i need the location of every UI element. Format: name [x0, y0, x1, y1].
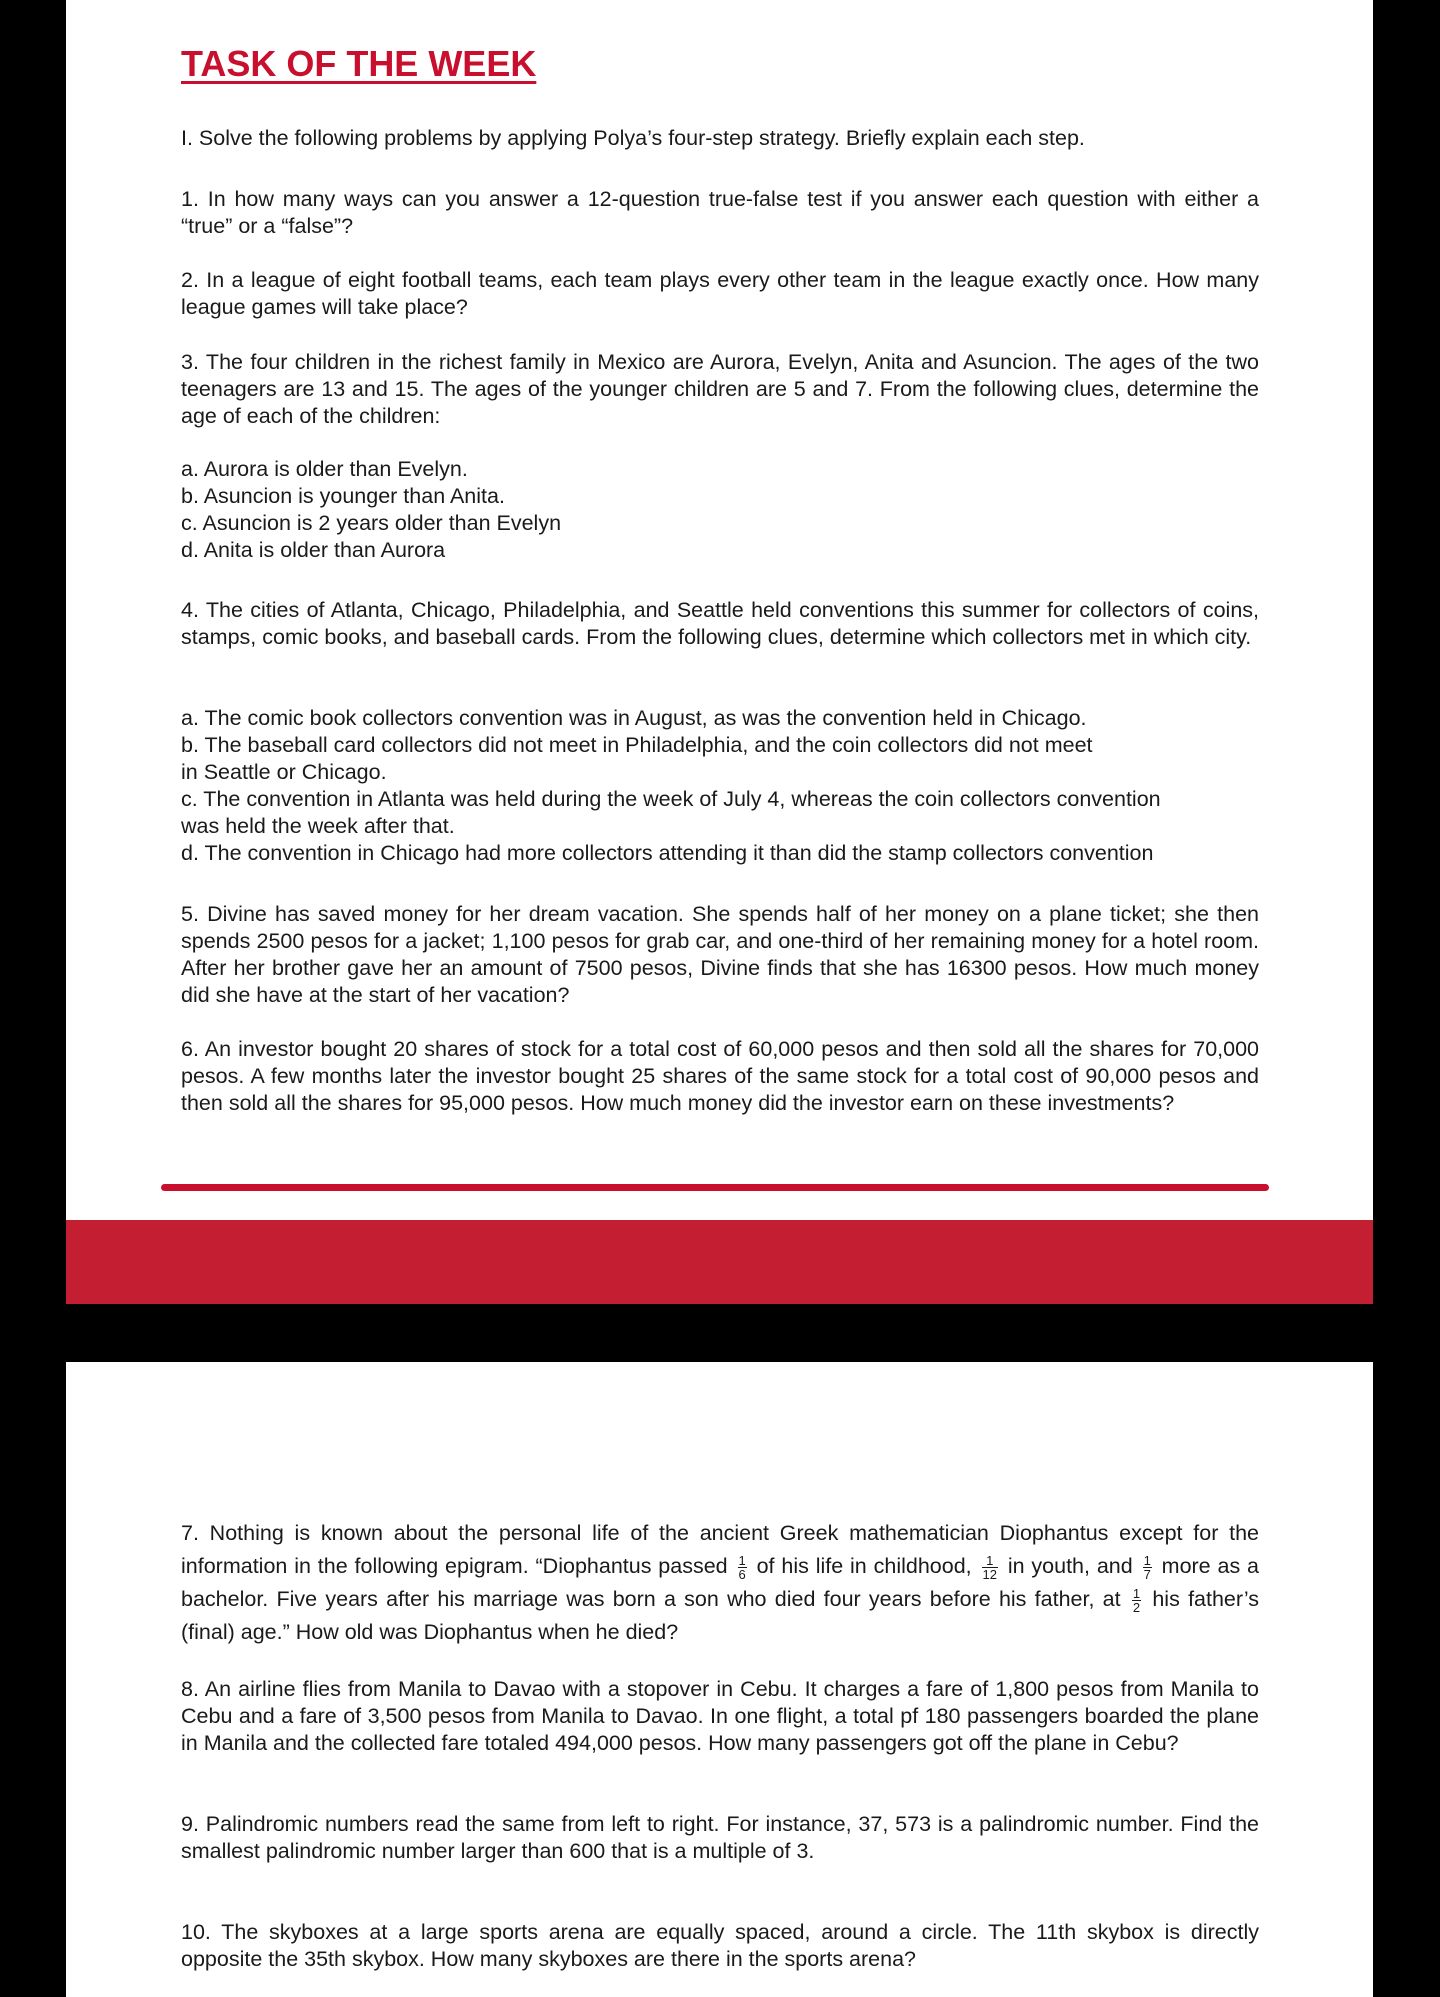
problem-6-text: 6. An investor bought 20 shares of stock for a total cost of 60,000 pesos and then sold all the shares for 70,000 pesos. A few months later the investor bought 25 shares of the same stock for a total cost of 90,000 pesos and then sold all the shares for 95,000 pesos. How much money did the investor earn on these investments? — [181, 1037, 1259, 1115]
clue-item: was held the week after that. — [181, 814, 455, 838]
page-title: TASK OF THE WEEK — [181, 43, 537, 84]
problem-5-text: 5. Divine has saved money for her dream vacation. She spends half of her money on a plane ticket; she then spends 2500 pesos for a jacket; 1,100 pesos for grab car, and one-third of her remaining money for a hotel room. After her brother gave her an amount of 7500 pesos, Divine finds that she has 16300 pesos. How much money did she have at the start of her vacation? — [181, 902, 1259, 1007]
red-footer-band — [66, 1220, 1373, 1304]
problem-1 — [181, 186, 1259, 240]
problem-4 — [181, 597, 1259, 651]
instruction-block — [181, 125, 1259, 152]
clue-item: b. The baseball card collectors did not meet in Philadelphia, and the coin collectors did not meet — [181, 733, 1093, 757]
problem-7-part: his father’s (final) age.” How old was Diophantus when he died? — [181, 1587, 1259, 1644]
instruction-text: I. Solve the following problems by applying Polya’s four-step strategy. Briefly explain each step. — [181, 126, 1085, 150]
problem-7-part: more as a bachelor. Five years after his marriage was born a son who died four years before his father, at — [181, 1554, 1260, 1611]
problem-4-clues — [181, 705, 1259, 867]
clue-item: a. Aurora is older than Evelyn. — [181, 457, 468, 481]
fraction-numerator: 1 — [982, 1554, 998, 1568]
problem-7-part: 7. Nothing is known about the personal life of the ancient Greek mathematician Diophantus except for the information in the following epigram. “Diophantus passed — [181, 1521, 1259, 1578]
clue-item: a. The comic book collectors convention was in August, as was the convention held in Chicago. — [181, 706, 1087, 730]
fraction-numerator: 1 — [1143, 1552, 1151, 1568]
problem-8 — [181, 1676, 1259, 1757]
red-divider — [161, 1184, 1269, 1191]
problem-10 — [181, 1919, 1259, 1973]
problem-7-part: in youth, and — [1007, 1554, 1133, 1578]
fraction-denominator: 12 — [982, 1566, 997, 1582]
problem-5 — [181, 901, 1259, 1009]
problem-7-part: of his life in childhood, — [756, 1554, 972, 1578]
problem-3 — [181, 349, 1259, 430]
clue-item: d. The convention in Chicago had more collectors attending it than did the stamp collectors convention — [181, 841, 1154, 865]
fraction-one-sixth — [738, 1554, 747, 1581]
problem-6 — [181, 1036, 1259, 1117]
clue-item: b. Asuncion is younger than Anita. — [181, 484, 505, 508]
clue-item: in Seattle or Chicago. — [181, 760, 387, 784]
problem-9-text: 9. Palindromic numbers read the same from left to right. For instance, 37, 573 is a palindromic number. Find the smallest palindromic number larger than 600 that is a multiple of 3. — [181, 1812, 1259, 1863]
problem-1-text: 1. In how many ways can you answer a 12-question true-false test if you answer each question with either a “true” or a “false”? — [181, 187, 1259, 238]
problem-4-text: 4. The cities of Atlanta, Chicago, Philadelphia, and Seattle held conventions this summer for collectors of coins, stamps, comic books, and baseball cards. From the following clues, determine which collectors met in which city. — [181, 598, 1259, 649]
fraction-denominator: 6 — [738, 1566, 746, 1582]
clue-item: c. Asuncion is 2 years older than Evelyn — [181, 511, 562, 535]
problem-2 — [181, 267, 1259, 321]
problem-9 — [181, 1811, 1259, 1865]
problem-7 — [181, 1517, 1259, 1649]
clue-item: c. The convention in Atlanta was held during the week of July 4, whereas the coin collectors convention — [181, 787, 1161, 811]
worksheet-page-1 — [66, 0, 1373, 1303]
fraction-denominator: 7 — [1143, 1566, 1151, 1582]
problem-10-text: 10. The skyboxes at a large sports arena are equally spaced, around a circle. The 11th skybox is directly opposite the 35th skybox. How many skyboxes are there in the sports arena? — [181, 1920, 1259, 1971]
problem-2-text: 2. In a league of eight football teams, each team plays every other team in the league exactly once. How many league games will take place? — [181, 268, 1259, 319]
clue-item: d. Anita is older than Aurora — [181, 538, 446, 562]
fraction-numerator: 1 — [738, 1552, 746, 1568]
problem-3-text: 3. The four children in the richest family in Mexico are Aurora, Evelyn, Anita and Asuncion. The ages of the two teenagers are 13 and 15. The ages of the younger children are 5 and 7. From the following clues, determine the age of each of the children: — [181, 350, 1259, 428]
problem-8-text: 8. An airline flies from Manila to Davao with a stopover in Cebu. It charges a fare of 1,800 pesos from Manila to Cebu and a fare of 3,500 pesos from Manila to Davao. In one flight, a total pf 180 passengers boarded the plane in Manila and the collected fare totaled 494,000 pesos. How many passengers got off the plane in Cebu? — [181, 1677, 1259, 1755]
fraction-numerator: 1 — [1132, 1585, 1141, 1601]
fraction-denominator: 2 — [1132, 1599, 1141, 1615]
fraction-one-seventh — [1143, 1554, 1152, 1581]
fraction-one-twelfth — [982, 1554, 998, 1581]
fraction-one-half — [1132, 1587, 1141, 1614]
problem-3-clues — [181, 456, 1259, 564]
problem-7-text — [181, 1517, 1259, 1649]
worksheet-page-2 — [66, 1362, 1373, 1997]
